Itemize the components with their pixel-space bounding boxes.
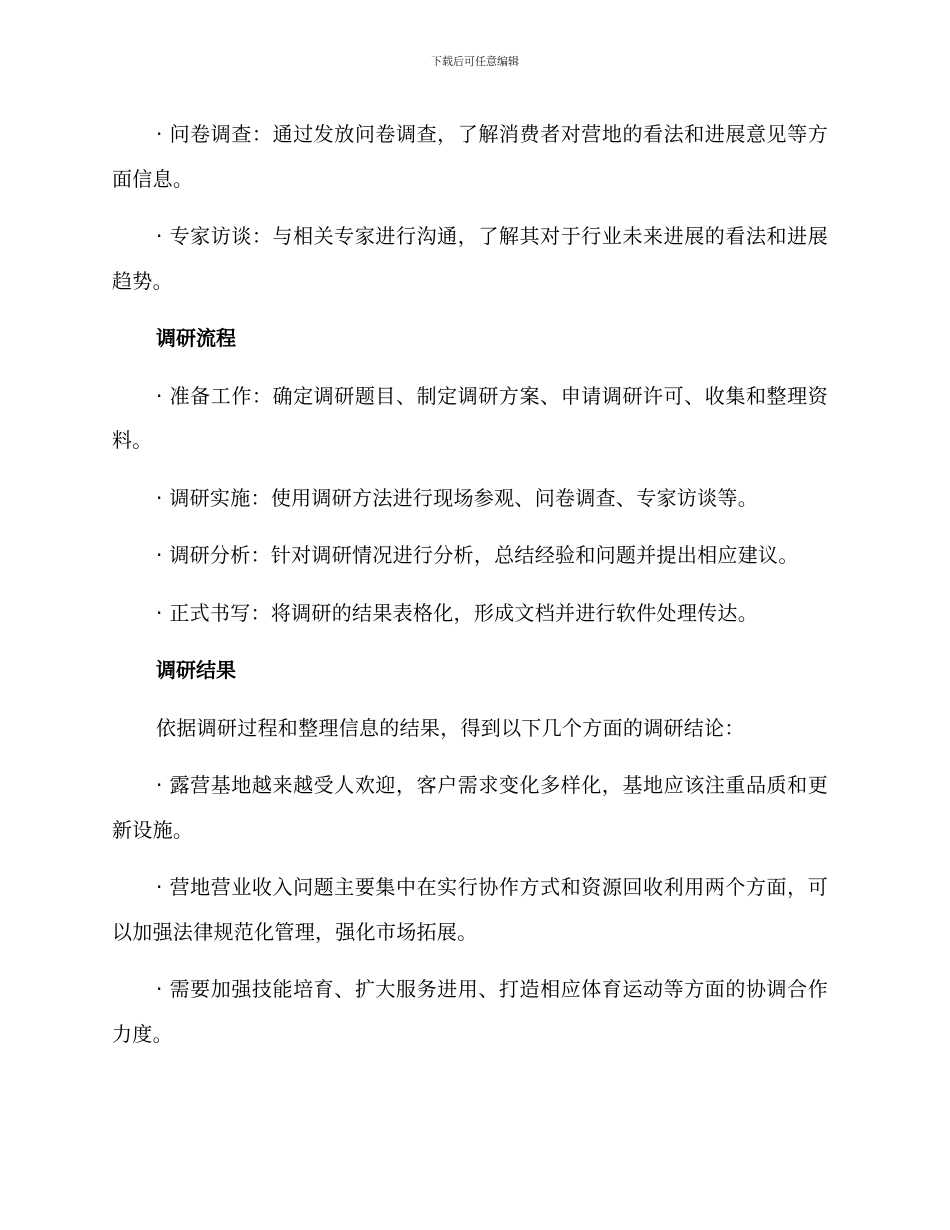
bullet-result-revenue: · 营地营业收入问题主要集中在实行协作方式和资源回收利用两个方面，可以加强法律规范化管理，强化市场拓展。 [112,875,828,944]
bullet-result-cooperation: · 需要加强技能培育、扩大服务进用、打造相应体育运动等方面的协调合作力度。 [112,977,828,1046]
bullet-result-popularity: · 露营基地越来越受人欢迎，客户需求变化多样化，基地应该注重品质和更新设施。 [112,773,828,842]
bullet-analysis: · 调研分析：针对调研情况进行分析，总结经验和问题并提出相应建议。 [156,543,799,567]
results-intro: 依据调研过程和整理信息的结果，得到以下几个方面的调研结论： [156,715,745,740]
document-body [112,112,828,1069]
bullet-expert-interview: · 专家访谈：与相关专家进行沟通，了解其对于行业未来进展的看法和进展趋势。 [112,224,828,293]
bullet-formal-writing: · 正式书写：将调研的结果表格化，形成文档并进行软件处理传达。 [156,600,759,625]
section-heading-process: 调研流程 [156,326,236,350]
bullet-preparation: · 准备工作：确定调研题目、制定调研方案、申请调研许可、收集和整理资料。 [112,383,828,452]
section-heading-results: 调研结果 [156,658,236,682]
bullet-implementation: · 调研实施：使用调研方法进行现场参观、问卷调查、专家访谈等。 [156,485,759,510]
bullet-questionnaire: · 问卷调查：通过发放问卷调查，了解消费者对营地的看法和进展意见等方面信息。 [112,122,828,191]
page-header: 下载后可任意编辑 [431,55,519,68]
